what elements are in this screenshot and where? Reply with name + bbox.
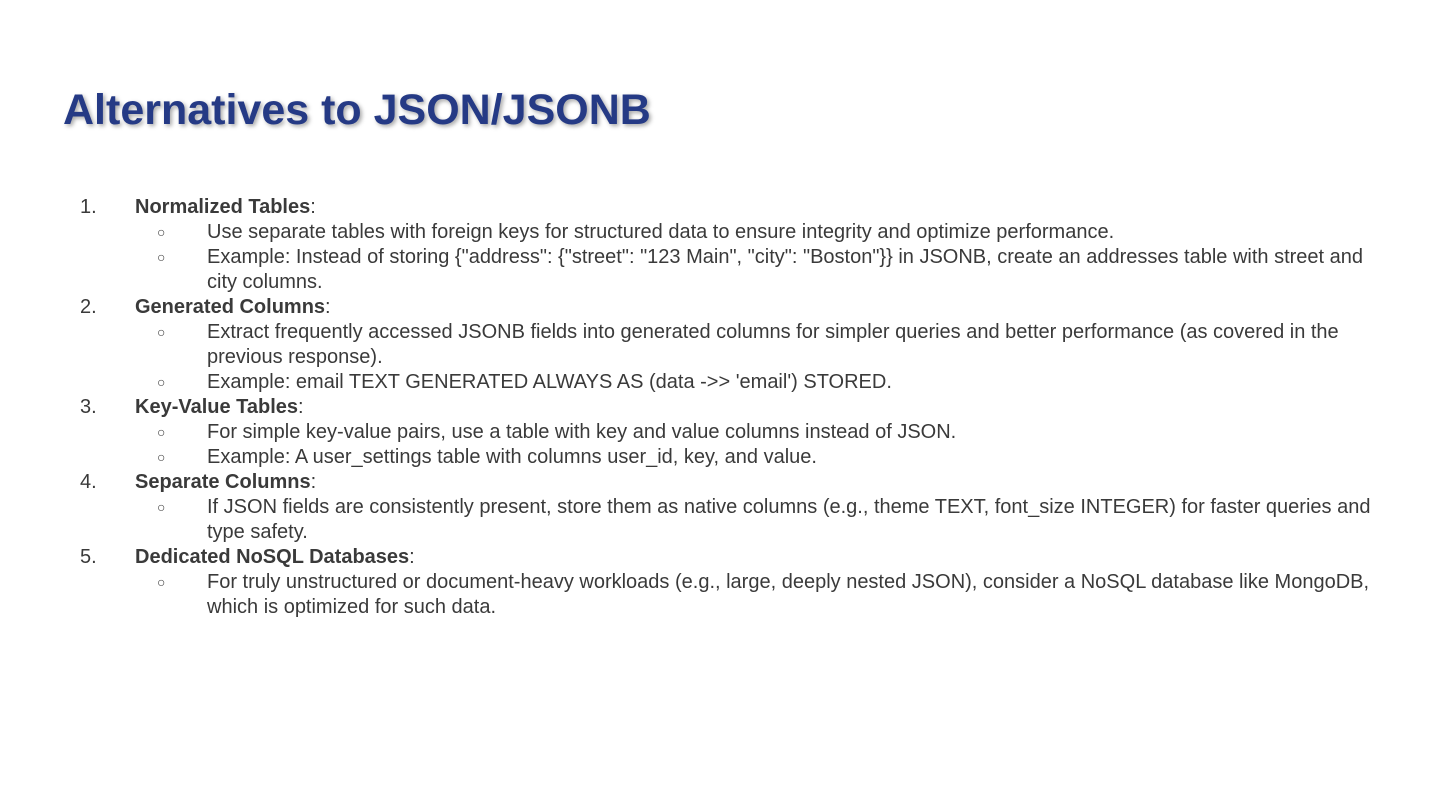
list-heading-bold: Separate Columns bbox=[135, 471, 311, 493]
sub-bullet bbox=[0, 570, 1440, 620]
sub-bullet-text: Use separate tables with foreign keys for structured data to ensure integrity and optimize performance. bbox=[207, 221, 1115, 243]
list-heading bbox=[135, 395, 304, 420]
list-heading-suffix: : bbox=[409, 546, 415, 568]
list-heading-bold: Key-Value Tables bbox=[135, 396, 299, 418]
sub-bullet bbox=[0, 495, 1440, 545]
list-item-header bbox=[0, 295, 1440, 320]
sub-bullet bbox=[0, 370, 1440, 395]
list-heading-suffix: : bbox=[325, 296, 331, 318]
list-heading bbox=[135, 195, 316, 220]
list-heading bbox=[135, 295, 331, 320]
list-item-header bbox=[0, 545, 1440, 570]
sub-bullet bbox=[0, 320, 1440, 370]
hollow-circle-icon: ○ bbox=[157, 424, 166, 440]
list-number: 1. bbox=[80, 196, 97, 218]
sub-bullet bbox=[0, 220, 1440, 245]
hollow-circle-icon: ○ bbox=[157, 449, 166, 465]
list-number: 3. bbox=[80, 396, 97, 418]
list-item-normalized-tables bbox=[0, 195, 1440, 295]
sub-bullet-text: Example: Instead of storing {"address": {"street": "123 Main", "city": "Boston"}} in JSONB, create an addresses table with street and city columns. bbox=[207, 246, 1364, 293]
list-item-header bbox=[0, 470, 1440, 495]
hollow-circle-icon: ○ bbox=[157, 324, 166, 340]
list-heading-bold: Dedicated NoSQL Databases bbox=[135, 546, 410, 568]
list-item-separate-columns bbox=[0, 470, 1440, 545]
list-heading bbox=[135, 545, 415, 570]
hollow-circle-icon: ○ bbox=[157, 374, 166, 390]
sub-bullet bbox=[0, 245, 1440, 295]
sub-bullet-text: Extract frequently accessed JSONB fields into generated columns for simpler queries and better performance (as covered in the previous response). bbox=[207, 321, 1339, 368]
list-heading-suffix: : bbox=[310, 471, 317, 493]
list-item-header bbox=[0, 195, 1440, 220]
sub-bullet bbox=[0, 420, 1440, 445]
hollow-circle-icon: ○ bbox=[157, 249, 166, 265]
sub-bullet-text: For simple key-value pairs, use a table with key and value columns instead of JSON. bbox=[207, 421, 957, 443]
hollow-circle-icon: ○ bbox=[157, 574, 166, 590]
list-item-generated-columns bbox=[0, 295, 1440, 395]
sub-bullet-text: Example: email TEXT GENERATED ALWAYS AS (data ->> 'email') STORED. bbox=[207, 371, 892, 393]
alternatives-list bbox=[0, 195, 1440, 620]
slide-title: Alternatives to JSON/JSONB bbox=[63, 86, 651, 134]
list-item-key-value-tables bbox=[0, 395, 1440, 470]
list-number: 2. bbox=[80, 296, 97, 318]
list-number: 4. bbox=[80, 471, 97, 493]
list-heading-bold: Normalized Tables bbox=[135, 196, 311, 218]
list-item-nosql-databases bbox=[0, 545, 1440, 620]
sub-bullet-text: Example: A user_settings table with columns user_id, key, and value. bbox=[207, 446, 817, 468]
list-heading-suffix: : bbox=[310, 196, 316, 218]
sub-bullet bbox=[0, 445, 1440, 470]
list-heading bbox=[135, 470, 316, 495]
list-item-header bbox=[0, 395, 1440, 420]
list-heading-bold: Generated Columns bbox=[135, 296, 326, 318]
hollow-circle-icon: ○ bbox=[157, 224, 166, 240]
sub-bullet-text: If JSON fields are consistently present, store them as native columns (e.g., theme TEXT, font_size INTEGER) for faster queries and type safety. bbox=[207, 496, 1371, 543]
list-heading-suffix: : bbox=[298, 396, 304, 418]
sub-bullet-text: For truly unstructured or document-heavy workloads (e.g., large, deeply nested JSON), consider a NoSQL database like MongoDB, which is optimized for such data. bbox=[207, 571, 1370, 618]
hollow-circle-icon: ○ bbox=[157, 499, 166, 515]
list-number: 5. bbox=[80, 546, 97, 568]
